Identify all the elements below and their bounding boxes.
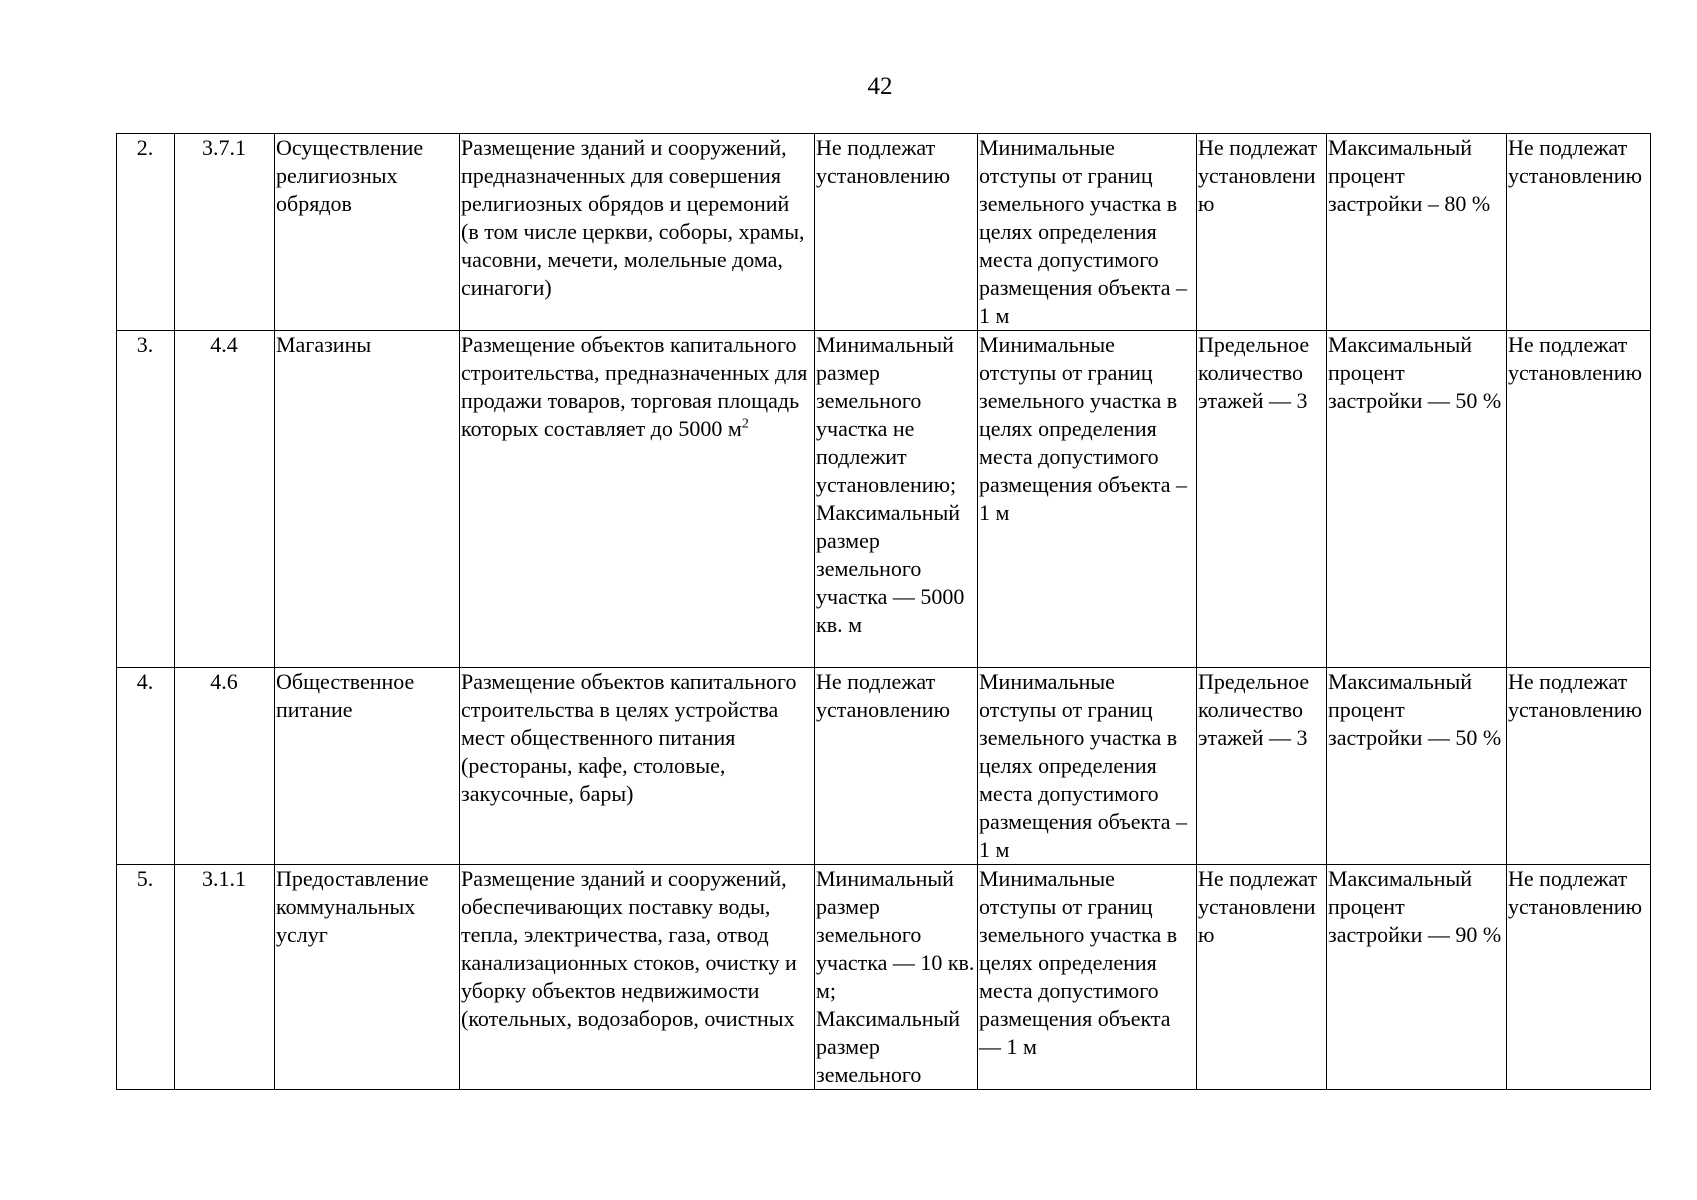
use-description bbox=[460, 331, 815, 668]
floors: Предельное количество этажей — 3 bbox=[1197, 331, 1327, 668]
use-name: Общественное питание bbox=[275, 668, 460, 865]
use-code: 3.1.1 bbox=[175, 865, 275, 1090]
coverage: Максимальный процент застройки — 90 % bbox=[1327, 865, 1507, 1090]
plot-size: Минимальный размер земельного участка не подлежит установлению; Максимальный размер земельного участка — 5000 кв. м bbox=[815, 331, 978, 668]
setbacks: Минимальные отступы от границ земельного участка в целях определения места допустимого размещения объекта – 1 м bbox=[978, 668, 1197, 865]
other-parameters: Не подлежат установлению bbox=[1507, 331, 1651, 668]
use-name: Магазины bbox=[275, 331, 460, 668]
use-description: Размещение объектов капитального строительства в целях устройства мест общественного питания (рестораны, кафе, столовые, закусочные, бары) bbox=[460, 668, 815, 865]
table-row bbox=[117, 668, 1651, 865]
use-code: 4.4 bbox=[175, 331, 275, 668]
setbacks: Минимальные отступы от границ земельного участка в целях определения места допустимого размещения объекта – 1 м bbox=[978, 134, 1197, 331]
other-parameters: Не подлежат установлению bbox=[1507, 668, 1651, 865]
plot-size: Минимальный размер земельного участка — 10 кв. м; Максимальный размер земельного bbox=[815, 865, 978, 1090]
row-number: 2. bbox=[117, 134, 175, 331]
other-parameters: Не подлежат установлению bbox=[1507, 865, 1651, 1090]
setbacks: Минимальные отступы от границ земельного участка в целях определения места допустимого размещения объекта – 1 м bbox=[978, 331, 1197, 668]
coverage: Максимальный процент застройки — 50 % bbox=[1327, 331, 1507, 668]
floors: Предельное количество этажей — 3 bbox=[1197, 668, 1327, 865]
coverage: Максимальный процент застройки – 80 % bbox=[1327, 134, 1507, 331]
row-number: 3. bbox=[117, 331, 175, 668]
use-name: Предоставление коммунальных услуг bbox=[275, 865, 460, 1090]
use-code: 3.7.1 bbox=[175, 134, 275, 331]
plot-size: Не подлежат установлению bbox=[815, 134, 978, 331]
floors: Не подлежат установлению bbox=[1197, 134, 1327, 331]
floors: Не подлежат установлению bbox=[1197, 865, 1327, 1090]
page-number: 42 bbox=[867, 73, 893, 100]
land-use-regulations-table bbox=[116, 133, 1651, 1090]
table-row bbox=[117, 134, 1651, 331]
use-description: Размещение зданий и сооружений, обеспечивающих поставку воды, тепла, электричества, газа, отвод канализационных стоков, очистку и уборку объектов недвижимости (котельных, водозаборов, очистных bbox=[460, 865, 815, 1090]
row-number: 5. bbox=[117, 865, 175, 1090]
coverage: Максимальный процент застройки — 50 % bbox=[1327, 668, 1507, 865]
table-row bbox=[117, 865, 1651, 1090]
use-code: 4.6 bbox=[175, 668, 275, 865]
other-parameters: Не подлежат установлению bbox=[1507, 134, 1651, 331]
setbacks: Минимальные отступы от границ земельного участка в целях определения места допустимого размещения объекта — 1 м bbox=[978, 865, 1197, 1090]
use-description: Размещение зданий и сооружений, предназначенных для совершения религиозных обрядов и церемоний (в том числе церкви, соборы, храмы, часовни, мечети, молельные дома, синагоги) bbox=[460, 134, 815, 331]
table-row bbox=[117, 331, 1651, 668]
superscript: 2 bbox=[741, 416, 749, 432]
plot-size: Не подлежат установлению bbox=[815, 668, 978, 865]
use-description-text: Размещение объектов капитального строительства, предназначенных для продажи товаров, торговая площадь которых составляет до 5000 м bbox=[461, 332, 808, 441]
row-number: 4. bbox=[117, 668, 175, 865]
use-name: Осуществление религиозных обрядов bbox=[275, 134, 460, 331]
